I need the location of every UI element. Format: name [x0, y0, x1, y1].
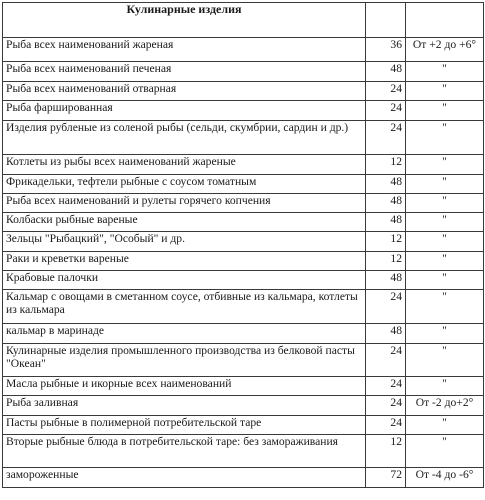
table-row: [3, 62, 484, 82]
table-row: [3, 155, 484, 175]
product-name-cell: Вторые рыбные блюда в потребительской таре: без замораживания: [3, 435, 366, 468]
storage-hours-cell: 24: [366, 290, 406, 324]
table-body: [3, 3, 484, 488]
temperature-cell: ": [406, 290, 484, 324]
product-name-cell: Кулинарные изделия промышленного производства из белковой пасты "Океан": [3, 344, 366, 377]
table-row: [3, 271, 484, 290]
temperature-cell: ": [406, 271, 484, 290]
table-row: [3, 213, 484, 232]
table-row: [3, 396, 484, 416]
product-name-cell: Колбаски рыбные вареные: [3, 213, 366, 232]
storage-hours-cell: 24: [366, 101, 406, 121]
product-name-cell: кальмар в маринаде: [3, 324, 366, 344]
temperature-cell: ": [406, 344, 484, 377]
storage-hours-cell: 24: [366, 416, 406, 435]
product-name-cell: Рыба всех наименований жареная: [3, 38, 366, 62]
storage-hours-cell: 48: [366, 194, 406, 213]
storage-hours-cell: 12: [366, 155, 406, 175]
temperature-cell: ": [406, 155, 484, 175]
table-row: [3, 290, 484, 324]
storage-hours-cell: 48: [366, 271, 406, 290]
header-col-conditions: [406, 3, 484, 38]
header-col-hours: [366, 3, 406, 38]
storage-hours-cell: 48: [366, 324, 406, 344]
table-row: [3, 416, 484, 435]
table-row: [3, 38, 484, 62]
storage-hours-cell: 12: [366, 435, 406, 468]
product-name-cell: Зельцы "Рыбацкий", "Особый" и др.: [3, 232, 366, 252]
product-name-cell: Рыба заливная: [3, 396, 366, 416]
table-row: [3, 377, 484, 396]
storage-hours-cell: 24: [366, 82, 406, 101]
product-name-cell: Раки и креветки вареные: [3, 252, 366, 271]
temperature-cell: ": [406, 194, 484, 213]
storage-hours-cell: 48: [366, 175, 406, 194]
storage-hours-cell: 72: [366, 468, 406, 488]
temperature-cell: ": [406, 175, 484, 194]
temperature-cell: ": [406, 232, 484, 252]
storage-hours-cell: 24: [366, 377, 406, 396]
storage-hours-cell: 24: [366, 396, 406, 416]
product-name-cell: Масла рыбные и икорные всех наименований: [3, 377, 366, 396]
table-row: [3, 435, 484, 468]
table-row: [3, 121, 484, 155]
table-row: [3, 194, 484, 213]
table-row: [3, 252, 484, 271]
product-name-cell: Крабовые палочки: [3, 271, 366, 290]
storage-terms-table: [2, 2, 484, 488]
table-row: [3, 344, 484, 377]
table-row: [3, 324, 484, 344]
storage-hours-cell: 12: [366, 232, 406, 252]
table-row: [3, 468, 484, 488]
temperature-cell: От -4 до -6°: [406, 468, 484, 488]
storage-hours-cell: 24: [366, 121, 406, 155]
temperature-cell: ": [406, 324, 484, 344]
product-name-cell: Пасты рыбные в полимерной потребительской таре: [3, 416, 366, 435]
temperature-cell: ": [406, 377, 484, 396]
storage-hours-cell: 48: [366, 213, 406, 232]
temperature-cell: ": [406, 82, 484, 101]
temperature-cell: ": [406, 213, 484, 232]
temperature-cell: ": [406, 62, 484, 82]
storage-hours-cell: 24: [366, 344, 406, 377]
header-row: [3, 3, 484, 38]
temperature-cell: От -2 до+2°: [406, 396, 484, 416]
temperature-cell: ": [406, 416, 484, 435]
product-name-cell: Фрикадельки, тефтели рыбные с соусом томатным: [3, 175, 366, 194]
product-name-cell: замороженные: [3, 468, 366, 488]
temperature-cell: ": [406, 435, 484, 468]
table-row: [3, 101, 484, 121]
product-name-cell: Рыба всех наименований печеная: [3, 62, 366, 82]
product-name-cell: Кальмар с овощами в сметанном соусе, отбивные из кальмара, котлеты из кальмара: [3, 290, 366, 324]
product-name-cell: Рыба фаршированная: [3, 101, 366, 121]
storage-hours-cell: 36: [366, 38, 406, 62]
temperature-cell: От +2 до +6°: [406, 38, 484, 62]
table-row: [3, 232, 484, 252]
header-title: Кулинарные изделия: [3, 3, 366, 38]
temperature-cell: ": [406, 121, 484, 155]
temperature-cell: ": [406, 252, 484, 271]
product-name-cell: Котлеты из рыбы всех наименований жареные: [3, 155, 366, 175]
storage-hours-cell: 48: [366, 62, 406, 82]
product-name-cell: Изделия рубленые из соленой рыбы (сельди, скумбрии, сардин и др.): [3, 121, 366, 155]
storage-hours-cell: 12: [366, 252, 406, 271]
product-name-cell: Рыба всех наименований и рулеты горячего копчения: [3, 194, 366, 213]
product-name-cell: Рыба всех наименований отварная: [3, 82, 366, 101]
table-row: [3, 82, 484, 101]
table-row: [3, 175, 484, 194]
temperature-cell: ": [406, 101, 484, 121]
